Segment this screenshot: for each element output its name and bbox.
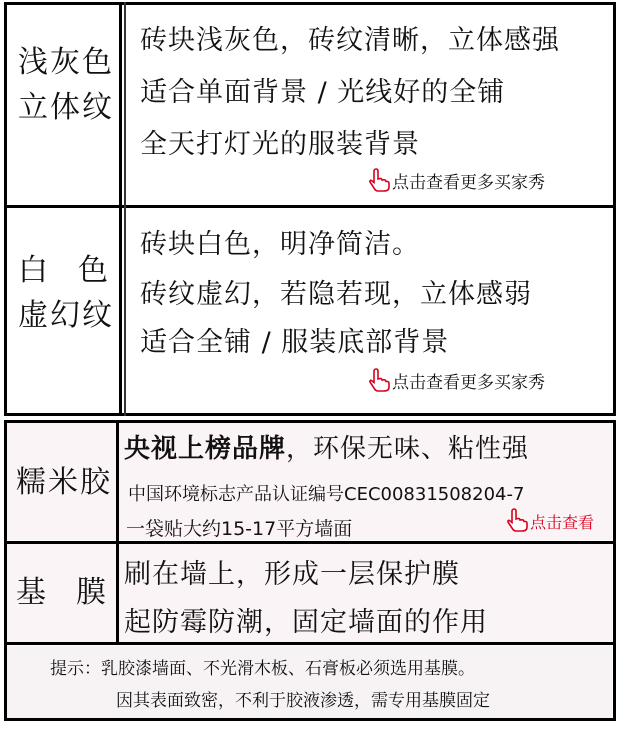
divider-line-1 (4, 205, 616, 208)
section4-line1: 刷在墙上，形成一层保护膜 (124, 559, 460, 590)
section3-label: 糯米胶 (16, 465, 112, 500)
divider-line-4 (4, 642, 616, 645)
frame-bottom-line (4, 718, 616, 721)
lower-frame-right-line (613, 420, 616, 721)
frame-top-line (4, 2, 616, 5)
section1-line2: 适合单面背景 / 光线好的全铺 (140, 77, 506, 108)
section2-label-line1: 白 色 (18, 253, 108, 288)
section3-more-link[interactable] (506, 508, 594, 533)
section4-line2: 起防霉防潮，固定墙面的作用 (124, 607, 488, 638)
lower-frame-left-line (4, 420, 7, 721)
section3-headline (124, 428, 529, 465)
column-divider-upper-double (124, 2, 126, 416)
section3-link-text: 点击查看 (530, 513, 595, 532)
pointing-hand-icon (368, 368, 390, 392)
section3-cert: 中国环境标志产品认证编号CEC00831508204-7 (128, 484, 525, 505)
frame-left-line (4, 2, 7, 416)
divider-line-3 (4, 541, 616, 544)
section1-label-line1: 浅灰色 (18, 45, 114, 80)
section1-line1: 砖块浅灰色，砖纹清晰，立体感强 (140, 25, 560, 56)
column-divider-lower (116, 420, 119, 644)
section2-label-line2: 虚幻纹 (18, 298, 114, 333)
section1-label (18, 40, 114, 130)
frame-right-line (613, 2, 616, 416)
divider-line-2 (4, 413, 616, 416)
tip-line1: 提示：乳胶漆墙面、不光滑木板、石膏板必须选用基膜。 (50, 659, 475, 679)
section3-headline-rest: ，环保无味、粘性强 (286, 434, 530, 464)
tip-line2: 因其表面致密，不利于胶液渗透，需专用基膜固定 (116, 691, 490, 711)
pointing-hand-icon (506, 508, 528, 532)
section1-link-text: 点击查看更多买家秀 (392, 173, 545, 193)
section2-link-text: 点击查看更多买家秀 (392, 373, 545, 393)
section2-more-link[interactable] (368, 368, 545, 393)
section3-coverage: 一袋贴大约15-17平方墙面 (126, 518, 353, 540)
section2-line1: 砖块白色，明净简洁。 (140, 229, 420, 260)
pointing-hand-icon (368, 168, 390, 192)
column-divider-upper (119, 2, 122, 416)
section2-line2: 砖纹虚幻，若隐若现，立体感弱 (140, 279, 532, 310)
section3-headline-bold: 央视上榜品牌 (124, 434, 287, 464)
section1-more-link[interactable] (368, 168, 545, 193)
section2-label (18, 248, 114, 338)
section4-label: 基 膜 (16, 575, 106, 610)
section2-line3: 适合全铺 / 服装底部背景 (140, 327, 450, 358)
lower-frame-top-line (4, 420, 616, 423)
section1-label-line2: 立体纹 (18, 90, 114, 125)
section1-line3: 全天打灯光的服装背景 (140, 129, 420, 160)
